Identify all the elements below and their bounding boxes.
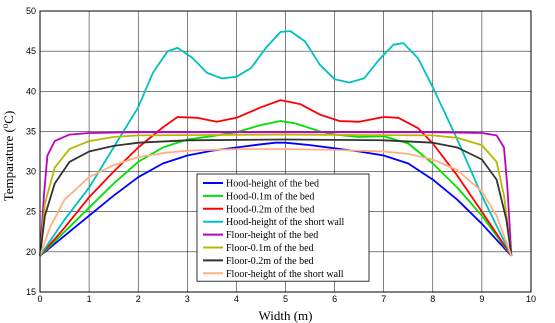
legend: [197, 174, 369, 281]
legend-label-6: Floor-0.1m of the bed: [226, 243, 314, 254]
legend-label-4: Hood-height of the short wall: [226, 217, 345, 229]
legend-label-3: Hood-0.2m of the bed: [226, 204, 315, 216]
x-tick-label: 7: [381, 294, 387, 304]
y-tick-label: 40: [25, 86, 36, 97]
y-tick-label: 35: [25, 126, 36, 137]
y-axis-title-unit: C): [1, 110, 16, 124]
x-tick-label: 9: [479, 294, 485, 304]
y-tick-label: 50: [25, 6, 36, 16]
y-axis-title-superscript: o: [0, 123, 10, 129]
y-tick-label: 20: [25, 246, 36, 257]
legend-label-8: Floor-height of the short wall: [226, 268, 344, 280]
legend-label-5: Floor-height of the bed: [226, 230, 319, 242]
y-tick-label: 45: [25, 46, 36, 57]
y-axis-title-main: Temparature (: [1, 128, 16, 202]
x-axis-title: Width (m): [258, 308, 313, 323]
x-tick-label: 8: [430, 294, 436, 304]
x-tick-label: 4: [233, 294, 239, 304]
x-tick-label: 5: [282, 294, 289, 304]
y-tick-label: 25: [25, 206, 36, 217]
x-tick-label: 10: [525, 294, 537, 304]
y-tick-label: 30: [25, 166, 36, 177]
legend-label-7: Floor-0.2m of the bed: [226, 255, 314, 267]
y-tick-label: 15: [25, 287, 36, 297]
x-tick-label: 2: [135, 294, 141, 304]
y-axis-title: [0, 111, 16, 202]
x-tick-label: 6: [332, 294, 338, 304]
x-tick-label: 3: [184, 294, 190, 304]
x-tick-label: 1: [86, 294, 92, 304]
legend-label-1: Hood-height of the bed: [226, 178, 320, 190]
legend-label-2: Hood-0.1m of the bed: [226, 191, 315, 203]
x-tick-label: 0: [37, 294, 43, 304]
